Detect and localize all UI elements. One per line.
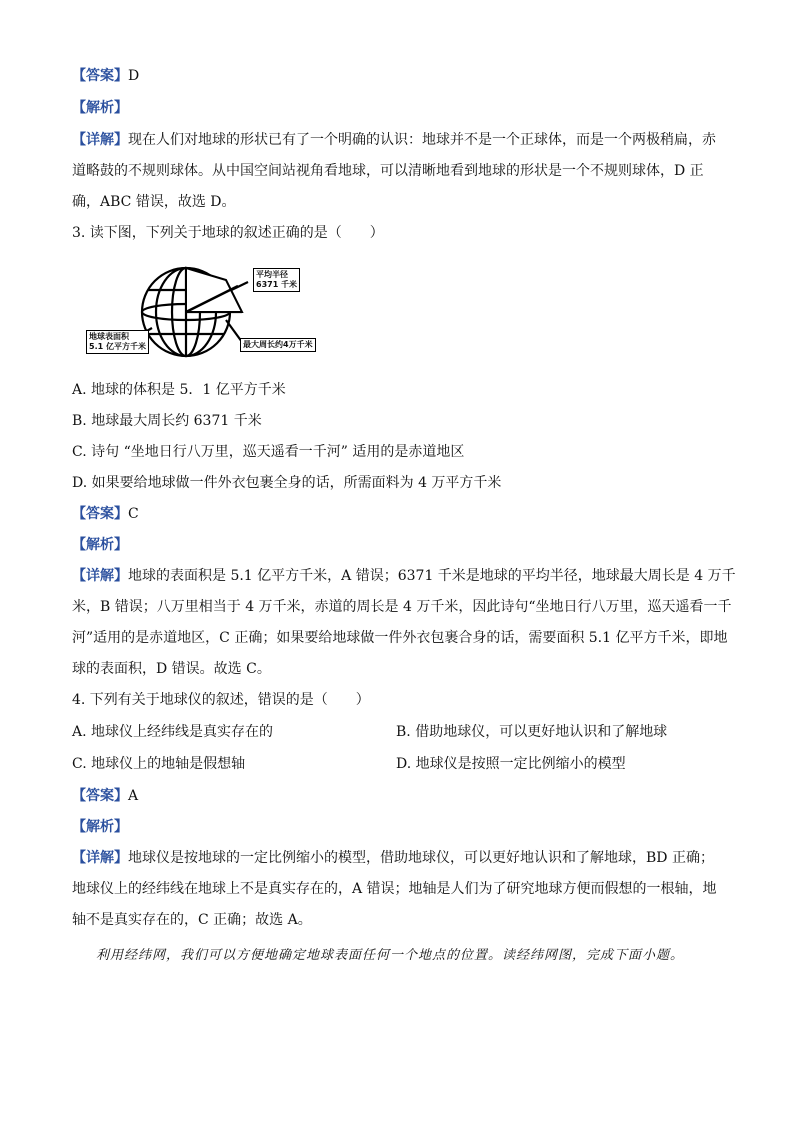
q3-detail-line	[72, 566, 736, 586]
q4-detail-line: 轴不是真实存在的，C 正确；故选 A。	[72, 912, 312, 928]
q2-analysis-heading	[72, 98, 128, 118]
detail-tag: 【详解】	[72, 850, 128, 866]
q4-detail-line	[72, 848, 714, 868]
answer-value: D	[128, 68, 140, 84]
answer-tag: 【答案】	[72, 788, 128, 804]
label-mean-radius: 平均半径 6371 千米	[253, 268, 300, 292]
answer-tag: 【答案】	[72, 68, 128, 84]
q2-detail-line: 道略鼓的不规则球体。从中国空间站视角看地球，可以清晰地看到地球的形状是一个不规则球体，D 正	[72, 163, 704, 179]
label-surface-area: 地球表面积 5.1 亿平方千米	[86, 330, 149, 354]
intro-note: 利用经纬网，我们可以方便地确定地球表面任何一个地点的位置。读经纬网图，完成下面小题。	[96, 948, 685, 963]
q3-detail-line: 米，B 错误；八万里相当于 4 万千米，赤道的周长是 4 万千米，因此诗句“坐地日行八万里，巡天遥看一千	[72, 599, 732, 615]
q2-detail-line: 确，ABC 错误，故选 D。	[72, 194, 236, 210]
detail-tag: 【详解】	[72, 568, 128, 584]
q4-detail-line: 地球仪上的经纬线在地球上不是真实存在的，A 错误；地轴是人们为了研究地球方便而假想的一根轴，地	[72, 881, 717, 897]
q3-analysis-heading	[72, 535, 128, 555]
answer-value: A	[128, 788, 139, 804]
q3-detail-line: 球的表面积，D 错误。故选 C。	[72, 661, 271, 677]
analysis-tag: 【解析】	[72, 819, 128, 835]
q3-option-c: C. 诗句 “坐地日行八万里，巡天遥看一千河” 适用的是赤道地区	[72, 444, 465, 460]
detail-text: 地球仪是按地球的一定比例缩小的模型，借助地球仪，可以更好地认识和了解地球，BD 正确；	[128, 850, 714, 866]
analysis-tag: 【解析】	[72, 100, 128, 116]
analysis-tag: 【解析】	[72, 537, 128, 553]
label-max-circumference: 最大周长约4万千米	[240, 338, 316, 352]
q3-option-d: D. 如果要给地球做一件外衣包裹全身的话，所需面料为 4 万平方千米	[72, 475, 502, 491]
q4-stem: 4. 下列有关于地球仪的叙述，错误的是（ ）	[72, 692, 370, 708]
answer-value: C	[128, 506, 139, 522]
q2-answer	[72, 66, 139, 86]
answer-tag: 【答案】	[72, 506, 128, 522]
q3-detail-line: 河”适用的是赤道地区，C 正确；如果要给地球做一件外衣包裹合身的话，需要面积 5.1 亿平方千米，即地	[72, 630, 728, 646]
q4-option-b: B. 借助地球仪，可以更好地认识和了解地球	[396, 724, 668, 740]
detail-tag: 【详解】	[72, 132, 128, 148]
q4-answer	[72, 786, 138, 806]
q4-option-d: D. 地球仪是按照一定比例缩小的模型	[396, 756, 626, 772]
q4-analysis-heading	[72, 817, 128, 837]
q4-option-c: C. 地球仪上的地轴是假想轴	[72, 756, 246, 772]
detail-text: 地球的表面积是 5.1 亿平方千米，A 错误；6371 千米是地球的平均半径，地球最大周长是 4 万千	[128, 568, 736, 584]
q3-option-a: A. 地球的体积是 5．1 亿平方千米	[72, 382, 286, 398]
earth-figure	[86, 258, 318, 366]
q4-option-a: A. 地球仪上经纬线是真实存在的	[72, 724, 274, 740]
q3-option-b: B. 地球最大周长约 6371 千米	[72, 413, 262, 429]
q2-detail-line	[72, 130, 716, 150]
detail-text: 现在人们对地球的形状已有了一个明确的认识：地球并不是一个正球体，而是一个两极稍扁，赤	[128, 132, 716, 148]
q3-answer	[72, 504, 139, 524]
q3-stem: 3. 读下图，下列关于地球的叙述正确的是（ ）	[72, 225, 384, 241]
